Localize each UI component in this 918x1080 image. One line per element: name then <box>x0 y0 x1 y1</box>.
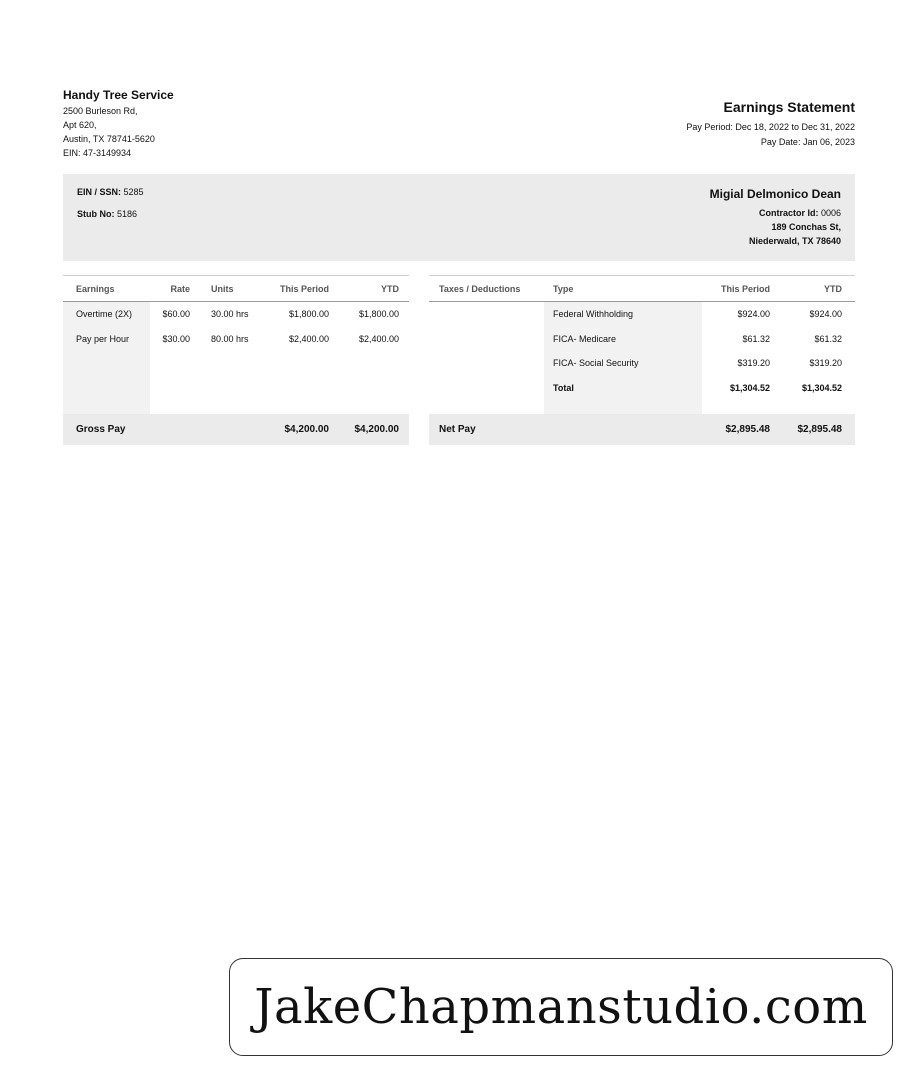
stub-no: Stub No: 5186 <box>77 209 138 219</box>
company-block <box>63 88 174 160</box>
col-rate: Rate <box>150 276 199 302</box>
total-label: Total <box>544 376 702 401</box>
total-row <box>429 376 855 401</box>
company-address-line: Austin, TX 78741-5620 <box>63 134 155 144</box>
pay-date: Pay Date: Jan 06, 2023 <box>760 137 855 147</box>
taxes-table <box>429 275 855 445</box>
table-row: Overtime (2X) $60.00 30.00 hrs $1,800.00 $1,800.00 <box>63 302 409 327</box>
net-pay-period: $2,895.48 <box>702 414 779 445</box>
employee-info-box <box>63 174 855 261</box>
employee-address-line2: Niederwald, TX 78640 <box>748 236 841 246</box>
gross-pay-period: $4,200.00 <box>264 414 337 445</box>
gross-pay-ytd: $4,200.00 <box>337 414 409 445</box>
employee-name: Migial Delmonico Dean <box>709 187 841 201</box>
company-name: Handy Tree Service <box>63 88 174 102</box>
net-pay-label: Net Pay <box>429 414 544 445</box>
watermark-banner: JakeChapmanstudio.com <box>229 958 893 1056</box>
statement-title: Earnings Statement <box>723 99 855 115</box>
col-this-period: This Period <box>702 276 779 302</box>
col-ytd: YTD <box>337 276 409 302</box>
taxes-header-row <box>429 276 855 302</box>
col-taxes-deductions: Taxes / Deductions <box>429 276 544 302</box>
net-pay-row <box>429 414 855 445</box>
earnings-header-row <box>63 276 409 302</box>
company-address-line: 2500 Burleson Rd, <box>63 106 138 116</box>
table-row: FICA- Social Security $319.20 $319.20 <box>429 351 855 376</box>
total-period: $1,304.52 <box>729 382 770 393</box>
ein-ssn: EIN / SSN: 5285 <box>77 187 144 197</box>
col-ytd: YTD <box>779 276 855 302</box>
col-earnings: Earnings <box>63 276 150 302</box>
table-row: Federal Withholding $924.00 $924.00 <box>429 302 855 327</box>
company-ein: EIN: 47-3149934 <box>63 148 132 158</box>
table-row: Pay per Hour $30.00 80.00 hrs $2,400.00 $2,400.00 <box>63 327 409 352</box>
statement-header <box>686 99 855 150</box>
col-this-period: This Period <box>264 276 337 302</box>
pay-period: Pay Period: Dec 18, 2022 to Dec 31, 2022 <box>686 122 855 132</box>
col-units: Units <box>199 276 264 302</box>
gross-pay-row <box>63 414 409 445</box>
contractor-id: Contractor Id: 0006 <box>758 208 841 218</box>
company-address-line: Apt 620, <box>63 120 97 130</box>
gross-pay-label: Gross Pay <box>63 414 150 445</box>
net-pay-ytd: $2,895.48 <box>779 414 855 445</box>
total-ytd: $1,304.52 <box>801 382 842 393</box>
earnings-table <box>63 275 409 445</box>
table-row: FICA- Medicare $61.32 $61.32 <box>429 327 855 352</box>
employee-address-line1: 189 Conchas St, <box>771 222 841 232</box>
col-type: Type <box>544 276 702 302</box>
